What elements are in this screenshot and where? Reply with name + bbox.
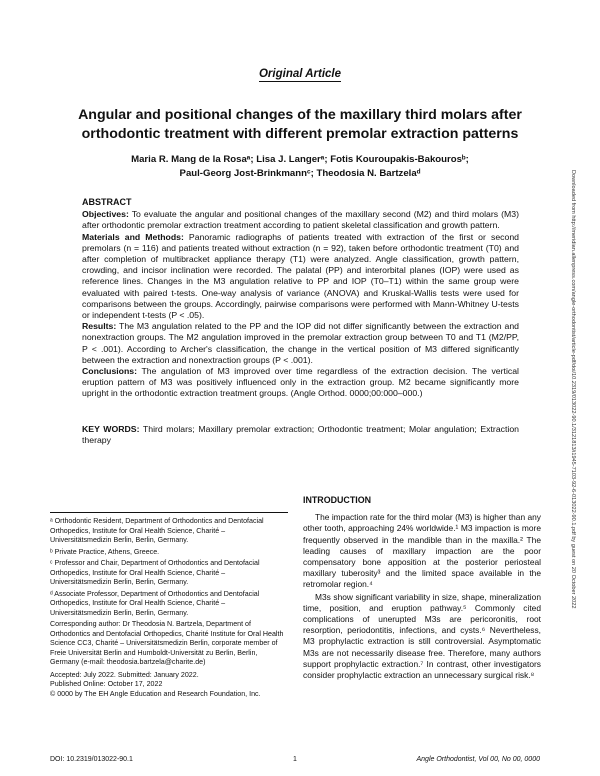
published-online-date: Published Online: October 17, 2022 [50, 680, 163, 688]
abstract-methods [82, 232, 519, 322]
introduction-column [303, 495, 541, 682]
affiliation-a: ᵃ Orthodontic Resident, Department of Orthodontics and Dentofacial Orthopedics, Institute for Oral Health Science, Charité – Universitätsmedizin Berlin, Berlin, Germany. [50, 517, 264, 544]
keywords [82, 424, 519, 446]
introduction-paragraph-2: M3s show significant variability in size, shape, mineralization time, position, and eruption pathway.⁵ Commonly cited complications of unerupted M3s are pericoronitis, root resorption, periodontitis, infections, and cysts.⁶ Nevertheless, M3 prophylactic extraction is still controversial. Asymptomatic M3s are not necessarily disease free. Therefore, many authors support prophylactic extraction.⁷ In contrast, other investigators consider prophylactic extraction an unnecessary surgical risk.⁸ [303, 591, 541, 681]
affiliations-divider [50, 512, 288, 513]
methods-label: Materials and Methods: [82, 231, 184, 242]
download-note-text: Downloaded from http://meridian.allenpress.com/angle-orthodontist/article-pdf/doi/10.2319/013022-90.1/3121813/i1945-7103-92-6-013022-90.1.pdf by guest on 20 October 2022 [570, 170, 576, 609]
copyright-notice: © 0000 by The EH Angle Education and Research Foundation, Inc. [50, 689, 261, 698]
objectives-label: Objectives: [82, 209, 129, 220]
author-list [80, 153, 520, 181]
abstract-objectives [82, 209, 519, 231]
authors-line-2: Paul-Georg Jost-Brinkmannᶜ; Theodosia N. Bartzelaᵈ [179, 168, 421, 179]
introduction-paragraph-1: The impaction rate for the third molar (M3) is higher than any other tooth, approaching 24% worldwide.¹ M3 impaction is more frequently observed in the mandible than in the maxilla.² The leading causes of maxillary impaction are the poor compensatory bone apposition at the posterior periosteal maxillary tuberosity³ and the limited space available in the retromolar region.⁴ [303, 512, 541, 590]
authors-line-1: Maria R. Mang de la Rosaᵃ; Lisa J. Langerᵃ; Fotis Kouroupakis-Bakourosᵇ; [131, 154, 469, 165]
objectives-text: To evaluate the angular and positional changes of the maxillary second (M2) and third molars (M3) after orthodontic premolar extraction treatment according to patient skeletal classification and growth pattern. [82, 209, 519, 231]
accepted-submitted-dates: Accepted: July 2022. Submitted: January 2022. [50, 670, 199, 679]
footer-page-number: 1 [293, 756, 297, 763]
footer-doi: DOI: 10.2319/013022-90.1 [50, 756, 133, 763]
abstract-conclusions [82, 366, 519, 400]
results-text: The M3 angulation related to the PP and the IOP did not differ significantly between the extraction and nonextraction groups. The M2 angulation improved in the premolar extraction group between T0 and T1 (M2/PP, P < .001). According to Archer's classification, the change in the vertical position of M3 differed significantly between the extraction and nonextraction groups (P < .001). [82, 321, 519, 365]
article-type-label: Original Article [258, 68, 341, 80]
affiliation-b: ᵇ Private Practice, Athens, Greece. [50, 547, 160, 556]
abstract-results [82, 321, 519, 366]
article-title: Angular and positional changes of the maxillary third molars after orthodontic treatment with different premolar extraction patterns [78, 107, 522, 142]
conclusions-text: The angulation of M3 improved over time regardless of the extraction decision. The vertical eruption pattern of M3 was positively influenced only in the extraction group. M2 became significantly more upright in the orthodontic extraction treatment groups. (Angle Orthod. 0000;00:000–000.) [82, 366, 519, 399]
footer-journal: Angle Orthodontist, Vol 00, No 00, 0000 [416, 756, 540, 763]
keywords-label: KEY WORDS: [82, 424, 140, 434]
methods-text: Panoramic radiographs of patients treated with extraction of the first or second premolars (n = 116) and patients treated without extraction (n = 92), taken before orthodontic treatment (T0) and after completion of multibracket appliance therapy (T1) were analyzed. Angle classification, growth pattern, crowding, and incisor inclination were recorded. The palatal (PP) and interorbital planes (IOP) were used as reference lines. Changes in the M3 angulation relative to PP and IOP (T0–T1) within the same group were evaluated with paired t-tests. One-way analysis of variance (ANOVA) and Kruskal-Wallis tests were used for comparisons between the groups. Accordingly, pairwise comparisons were performed with Mann-Whitney U-tests or independent t-tests (P < .05). [82, 231, 519, 321]
corresponding-author: Corresponding author: Dr Theodosia N. Bartzela, Department of Orthodontics and Dentofacial Orthopedics, Charité Institute for Oral Health Science CC3, Charité – Universitätsmedizin Berlin, corporate member of Freie Universität Berlin and Humboldt-Universität zu Berlin, Berlin, Germany (e-mail: theodosia.bartzela@charite.de) [50, 620, 284, 666]
introduction-heading: INTRODUCTION [303, 495, 372, 505]
abstract [82, 197, 519, 400]
affiliations-column [50, 512, 288, 701]
download-watermark [570, 170, 586, 770]
keywords-text: Third molars; Maxillary premolar extraction; Orthodontic treatment; Molar angulation; Extraction therapy [82, 424, 520, 446]
conclusions-label: Conclusions: [82, 366, 138, 377]
affiliation-c: ᶜ Professor and Chair, Department of Orthodontics and Dentofacial Orthopedics, Institute for Oral Health Science, Charité – Universitätsmedizin Berlin, Berlin, Germany. [50, 559, 260, 586]
results-label: Results: [82, 321, 117, 332]
affiliation-d: ᵈ Associate Professor, Department of Orthodontics and Dentofacial Orthopedics, Institute for Oral Health Science, Charité – Universitätsmedizin Berlin, Berlin, Germany. [50, 589, 260, 617]
abstract-heading: ABSTRACT [82, 197, 132, 207]
